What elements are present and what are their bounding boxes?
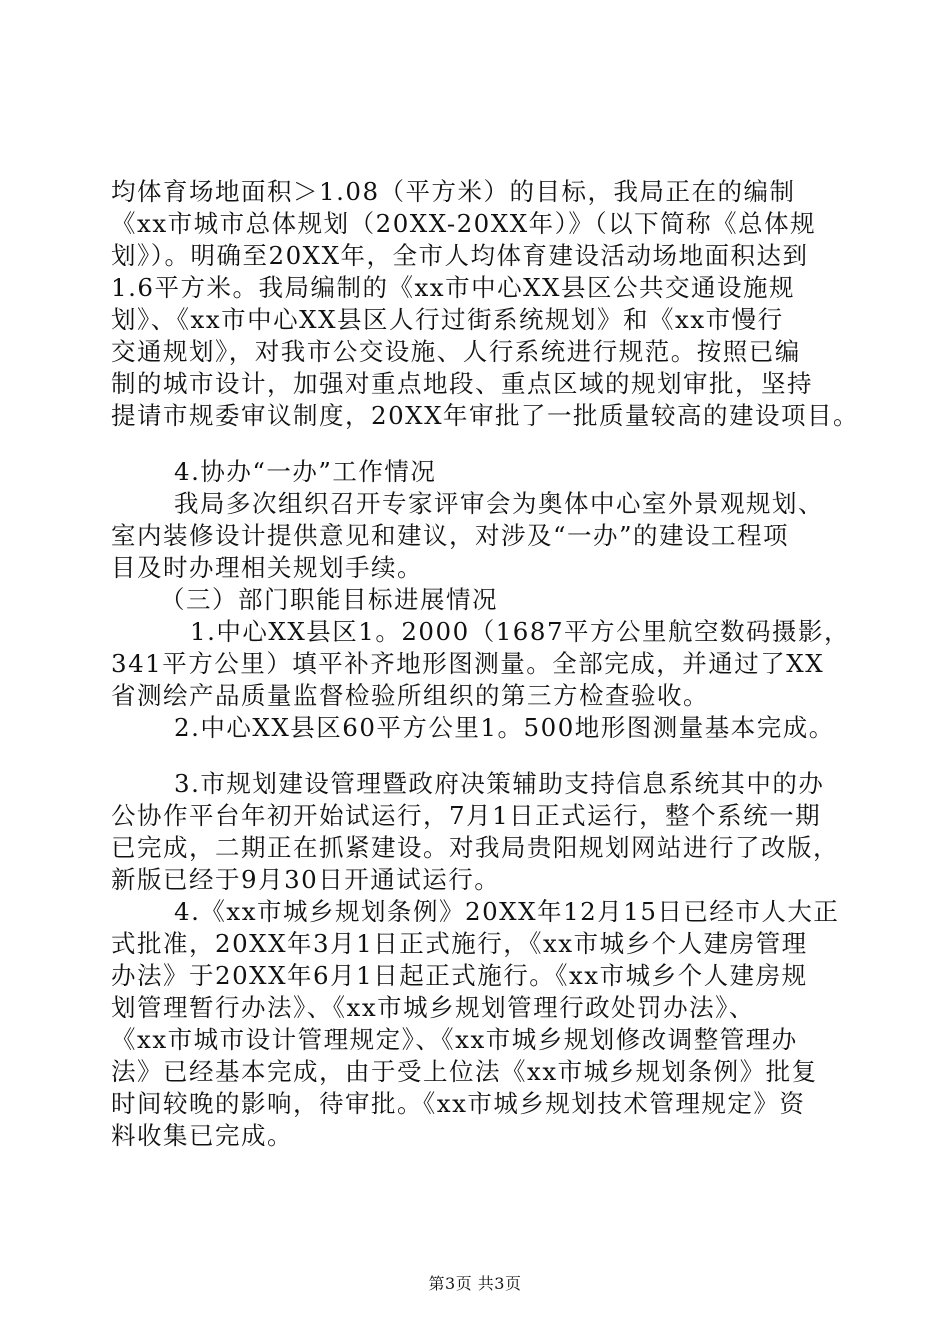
paragraph-line: 4.《xx市城乡规划条例》20XX年12月15日已经市人大正	[174, 897, 840, 926]
paragraph-line: 提请市规委审议制度，20XX年审批了一批质量较高的建设项目。	[111, 401, 860, 430]
paragraph-line: 室内装修设计提供意见和建议，对涉及“一办”的建设工程项	[111, 521, 790, 550]
paragraph-line: 式批准，20XX年3月1日正式施行，《xx市城乡个人建房管理	[111, 929, 808, 958]
paragraph-line: 《xx市城市设计管理规定》、《xx市城乡规划修改调整管理办	[111, 1025, 798, 1054]
paragraph-line: 交通规划》，对我市公交设施、人行系统进行规范。按照已编	[111, 337, 801, 366]
section-heading: 4.协办“一办”工作情况	[174, 457, 437, 486]
paragraph-line: 1.6平方米。我局编制的《xx市中心XX县区公共交通设施规	[111, 273, 795, 302]
paragraph-line: 目及时办理相关规划手续。	[111, 553, 423, 582]
paragraph-line: 划管理暂行办法》、《xx市城乡规划管理行政处罚办法》、	[111, 993, 755, 1022]
paragraph-line: 料收集已完成。	[111, 1121, 293, 1150]
paragraph-line: 我局多次组织召开专家评审会为奥体中心室外景观规划、	[174, 489, 824, 518]
page-number-footer: 第3页 共3页	[428, 1274, 522, 1293]
paragraph-line: 新版已经于9月30日开通试运行。	[111, 865, 501, 894]
paragraph-line: 公协作平台年初开始试运行，7月1日正式运行，整个系统一期	[111, 801, 822, 830]
paragraph-line: 已完成，二期正在抓紧建设。对我局贵阳规划网站进行了改版，	[111, 833, 839, 862]
section-heading: （三）部门职能目标进展情况	[160, 585, 498, 614]
paragraph-line: 划》、《xx市中心XX县区人行过街系统规划》和《xx市慢行	[111, 305, 784, 334]
paragraph-line: 时间较晚的影响，待审批。《xx市城乡规划技术管理规定》资	[111, 1089, 806, 1118]
paragraph-line: 3.市规划建设管理暨政府决策辅助支持信息系统其中的办	[174, 769, 825, 798]
paragraph-line: 制的城市设计，加强对重点地段、重点区域的规划审批，坚持	[111, 369, 813, 398]
paragraph-line: 1.中心XX县区1。2000（1687平方公里航空数码摄影，	[190, 617, 851, 646]
paragraph-line: 341平方公里）填平补齐地形图测量。全部完成，并通过了XX	[111, 649, 825, 678]
paragraph-line: 法》已经基本完成，由于受上位法《xx市城乡规划条例》批复	[111, 1057, 818, 1086]
paragraph-line: 划》）。明确至20XX年，全市人均体育建设活动场地面积达到	[111, 241, 809, 270]
paragraph-line: 2.中心XX县区60平方公里1。500地形图测量基本完成。	[174, 713, 835, 742]
paragraph-line: 省测绘产品质量监督检验所组织的第三方检查验收。	[111, 681, 709, 710]
paragraph-line: 《xx市城市总体规划（20XX-20XX年）》（以下简称《总体规	[111, 209, 817, 238]
paragraph-line: 办法》于20XX年6月1日起正式施行。《xx市城乡个人建房规	[111, 961, 808, 990]
paragraph-line: 均体育场地面积＞1.08（平方米）的目标，我局正在的编制	[111, 177, 796, 206]
